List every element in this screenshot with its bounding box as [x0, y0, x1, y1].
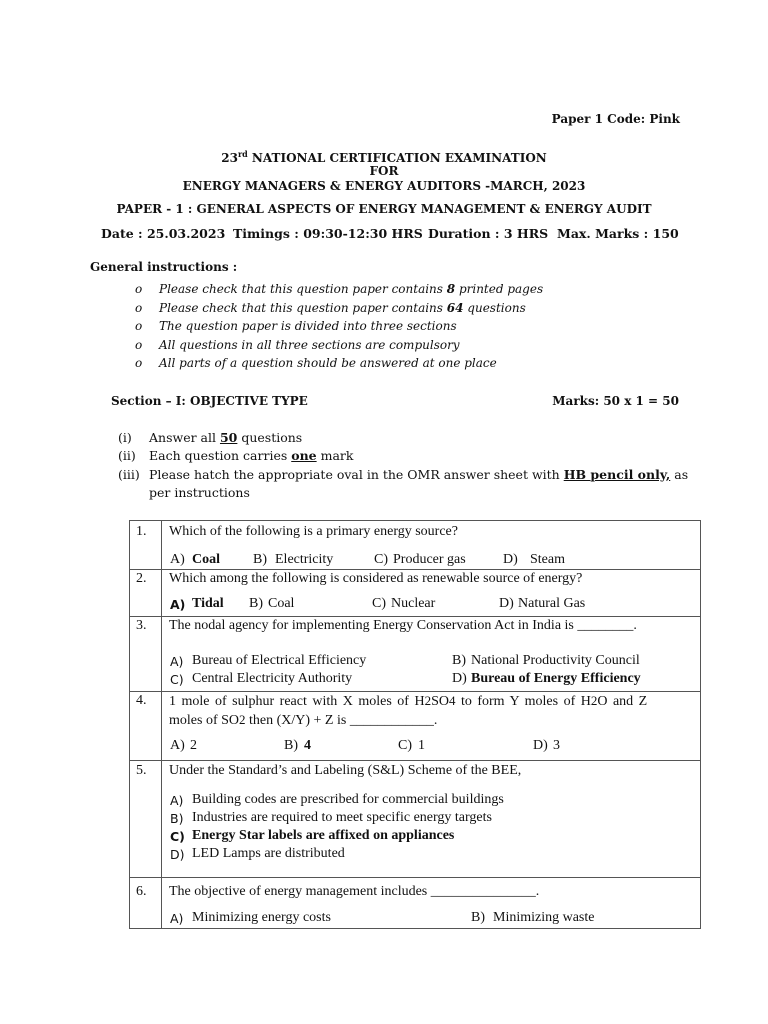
option-text: Coal: [268, 596, 295, 611]
option-letter: B): [284, 738, 298, 753]
question-text: The nodal agency for implementing Energy Conservation Act in India is ________.: [169, 618, 637, 633]
table-row: [130, 617, 701, 692]
question-number: 3.: [136, 618, 147, 633]
option-text: Central Electricity Authority: [192, 671, 353, 686]
bullet-icon: o: [135, 319, 143, 333]
option-text: Steam: [530, 552, 565, 567]
option-letter: B): [249, 596, 263, 611]
option-text: Producer gas: [393, 552, 466, 567]
option-text: Bureau of Electrical Efficiency: [192, 653, 367, 668]
option-letter: A): [170, 552, 185, 567]
exam-audience: ENERGY MANAGERS & ENERGY AUDITORS -MARCH, 2023: [182, 179, 586, 193]
question-cell: [162, 761, 701, 878]
option-letter: B): [170, 811, 184, 826]
exam-for: FOR: [369, 164, 399, 178]
option-text: Minimizing energy costs: [192, 910, 331, 925]
option-letter: A): [170, 738, 185, 753]
bullet-icon: o: [135, 282, 143, 296]
question-number-cell: [130, 878, 162, 929]
question-number-cell: [130, 617, 162, 692]
instruction-number: (ii): [118, 448, 136, 463]
table-row: [130, 521, 701, 570]
bullet-icon: o: [135, 337, 143, 352]
option-letter: C): [398, 738, 412, 753]
option-text: Electricity: [275, 552, 334, 567]
paper-code: Paper 1 Code: Pink: [551, 112, 680, 126]
option-text: Nuclear: [391, 596, 436, 611]
question-number-cell: [130, 692, 162, 761]
question-number-cell: [130, 570, 162, 617]
exam-date: Date : 25.03.2023: [101, 226, 226, 241]
option-letter: A): [170, 911, 184, 926]
question-number: 4.: [136, 693, 147, 708]
section-title: Section – I: OBJECTIVE TYPE: [111, 394, 308, 408]
general-instructions-title: General instructions :: [90, 260, 238, 274]
instruction-number: (iii): [118, 467, 140, 482]
bullet-icon: o: [135, 300, 143, 315]
option-text: LED Lamps are distributed: [192, 846, 345, 861]
question-number: 5.: [136, 763, 147, 778]
question-text: Which of the following is a primary energy source?: [169, 524, 458, 539]
instruction-text: Please hatch the appropriate oval in the OMR answer sheet with HB pencil only, as: [149, 467, 689, 482]
table-row: [130, 570, 701, 617]
table-row: [130, 692, 701, 761]
instruction-text: All parts of a question should be answered at one place: [159, 356, 497, 370]
question-number: 1.: [136, 524, 147, 539]
option-letter: D): [170, 847, 185, 862]
option-text: Minimizing waste: [493, 910, 595, 925]
exam-timings: Timings : 09:30-12:30 HRS: [233, 226, 423, 241]
option-text: Tidal: [192, 596, 224, 611]
question-cell: [162, 521, 701, 570]
exam-duration: Duration : 3 HRS: [428, 226, 549, 241]
questions-table: [129, 520, 701, 929]
option-letter: B): [253, 552, 267, 567]
instruction-text: Please check that this question paper contains 64 questions: [159, 300, 526, 315]
instruction-text: Please check that this question paper contains 8 printed pages: [159, 282, 544, 296]
question-cell: [162, 570, 701, 617]
section-marks: Marks: 50 x 1 = 50: [552, 394, 679, 408]
instruction-text: The question paper is divided into three sections: [159, 319, 457, 333]
option-letter: D): [533, 738, 548, 753]
option-text: 4: [304, 738, 311, 753]
instruction-text: Each question carries one mark: [149, 448, 354, 463]
question-text: Which among the following is considered as renewable source of energy?: [169, 571, 583, 586]
option-text: Building codes are prescribed for commercial buildings: [192, 792, 504, 807]
question-text: Under the Standard’s and Labeling (S&L) Scheme of the BEE,: [169, 763, 522, 778]
option-text: Bureau of Energy Efficiency: [471, 671, 641, 686]
option-letter: B): [452, 653, 466, 668]
option-text: National Productivity Council: [471, 653, 640, 668]
option-text: Coal: [192, 552, 220, 567]
question-cell: [162, 617, 701, 692]
paper-title: PAPER - 1 : GENERAL ASPECTS OF ENERGY MANAGEMENT & ENERGY AUDIT: [116, 202, 652, 216]
option-letter: A): [170, 654, 184, 669]
question-number: 2.: [136, 571, 147, 586]
option-text: Energy Star labels are affixed on appliances: [192, 828, 455, 843]
question-text: The objective of energy management includes _______________.: [169, 884, 540, 899]
instruction-number: (i): [118, 430, 132, 445]
option-letter: A): [170, 793, 184, 808]
option-text: 1: [418, 738, 425, 753]
bullet-icon: o: [135, 356, 143, 370]
exam-title: 23rd NATIONAL CERTIFICATION EXAMINATION: [221, 149, 547, 165]
option-letter: C): [170, 829, 185, 844]
option-letter: D): [452, 671, 467, 686]
max-marks: Max. Marks : 150: [557, 226, 679, 241]
table-row: [130, 761, 701, 878]
option-letter: C): [372, 596, 386, 611]
option-letter: C): [374, 552, 388, 567]
question-cell: [162, 878, 701, 929]
option-text: 2: [190, 738, 197, 753]
option-text: Industries are required to meet specific energy targets: [192, 810, 492, 825]
question-text-line-2: moles of SO2 then (X/Y) + Z is ____________.: [169, 712, 438, 728]
option-letter: A): [170, 597, 186, 612]
instruction-text-continued: per instructions: [149, 485, 250, 500]
instruction-text: Answer all 50 questions: [149, 430, 303, 445]
question-number-cell: [130, 521, 162, 570]
option-letter: C): [170, 672, 184, 687]
instruction-text: All questions in all three sections are compulsory: [159, 337, 460, 352]
option-text: 3: [553, 738, 560, 753]
option-letter: D): [503, 552, 518, 567]
question-number-cell: [130, 761, 162, 878]
question-text: 1 mole of sulphur react with X moles of H2SO4 to form Y moles of H2O and Z: [169, 693, 648, 709]
option-letter: D): [499, 596, 514, 611]
question-cell: [162, 692, 701, 761]
option-text: Natural Gas: [518, 596, 586, 611]
option-letter: B): [471, 910, 485, 925]
question-number: 6.: [136, 884, 147, 899]
table-row: [130, 878, 701, 929]
